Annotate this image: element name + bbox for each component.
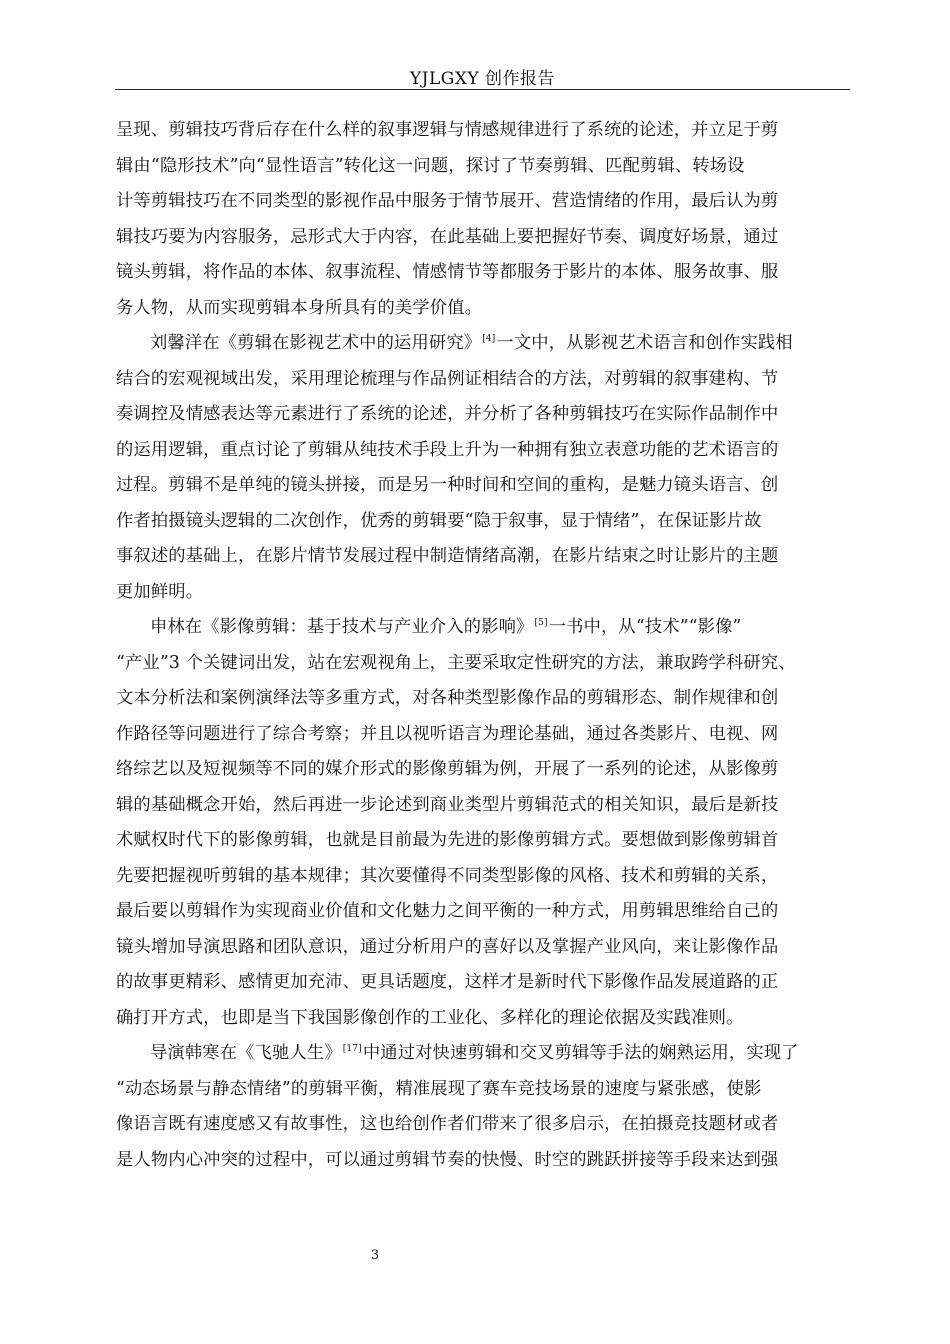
document-body	[116, 113, 856, 1178]
line-text: 刘馨洋在《剪辑在影视艺术中的运用研究》	[150, 333, 482, 353]
text-line: “产业”3 个关键词出发，站在宏观视角上，主要采取定性研究的方法，兼取跨学科研究、	[116, 652, 796, 673]
text-line: 务人物，从而实现剪辑本身所具有的美学价值。	[116, 297, 483, 318]
text-line: 作路径等问题进行了综合考察；并且以视听语言为理论基础，通过各类影片、电视、网	[116, 723, 779, 744]
text-line: 结合的宏观视域出发，采用理论梳理与作品例证相结合的方法，对剪辑的叙事建构、节	[116, 368, 779, 389]
text-line: 辑技巧要为内容服务，忌形式大于内容，在此基础上要把握好节奏、调度好场景，通过	[116, 226, 779, 247]
text-line: 奏调控及情感表达等元素进行了系统的论述，并分析了各种剪辑技巧在实际作品制作中	[116, 404, 779, 424]
text-line: 作者拍摄镜头逻辑的二次创作，优秀的剪辑要“隐于叙事，显于情绪”，在保证影片故	[116, 510, 762, 531]
text-line: 呈现、剪辑技巧背后存在什么样的叙事逻辑与情感规律进行了系统的论述，并立足于剪	[116, 120, 779, 140]
text-line	[116, 610, 856, 646]
text-line: 确打开方式，也即是当下我国影像创作的工业化、多样化的理论依据及实践准则。	[116, 1007, 744, 1028]
line-text: 一文中，从影视艺术语言和创作实践相	[496, 333, 793, 353]
paragraph	[116, 610, 856, 1036]
paragraph	[116, 113, 856, 326]
paragraph	[116, 1036, 856, 1178]
text-line	[116, 326, 856, 362]
citation-ref: [5]	[534, 618, 548, 628]
text-line: 过程。剪辑不是单纯的镜头拼接，而是另一种时间和空间的重构，是魅力镜头语言、创	[116, 475, 779, 495]
line-text: 导演韩寒在《飞驰人生》	[150, 1043, 342, 1063]
page-number: 3	[370, 1248, 380, 1263]
citation-ref: [4]	[482, 334, 496, 344]
text-line: 像语言既有速度感又有故事性，这也给创作者们带来了很多启示，在拍摄竞技题材或者	[116, 1114, 779, 1134]
text-line: 是人物内心冲突的过程中，可以通过剪辑节奏的快慢、时空的跳跃拼接等手段来达到强	[116, 1149, 779, 1170]
text-line: “动态场景与静态情绪”的剪辑平衡，精准展现了赛车竞技场景的速度与紧张感，使影	[116, 1078, 762, 1099]
text-line: 辑的基础概念开始，然后再进一步论述到商业类型片剪辑范式的相关知识，最后是新技	[116, 794, 779, 815]
text-line: 更加鲜明。	[116, 581, 204, 602]
text-line: 术赋权时代下的影像剪辑，也就是目前最为先进的影像剪辑方式。要想做到影像剪辑首	[116, 830, 779, 850]
text-line: 的运用逻辑，重点讨论了剪辑从纯技术手段上升为一种拥有独立表意功能的艺术语言的	[116, 439, 779, 460]
text-line: 镜头增加导演思路和团队意识，通过分析用户的喜好以及掌握产业风向，来让影像作品	[116, 936, 779, 957]
text-line: 最后要以剪辑作为实现商业价值和文化魅力之间平衡的一种方式，用剪辑思维给自己的	[116, 901, 779, 921]
text-line	[116, 1036, 856, 1072]
text-line: 事叙述的基础上，在影片情节发展过程中制造情绪高潮，在影片结束之时让影片的主题	[116, 546, 779, 566]
text-line: 先要把握视听剪辑的基本规律；其次要懂得不同类型影像的风格、技术和剪辑的关系，	[116, 865, 779, 886]
text-line: 的故事更精彩、感情更加充沛、更具话题度，这样才是新时代下影像作品发展道路的正	[116, 972, 779, 992]
line-text: 申林在《影像剪辑：基于技术与产业介入的影响》	[150, 617, 534, 637]
text-line: 镜头剪辑，将作品的本体、叙事流程、情感情节等都服务于影片的本体、服务故事、服	[116, 262, 779, 282]
line-text: 一书中，从“技术”“影像”	[548, 617, 742, 637]
text-line: 文本分析法和案例演绎法等多重方式，对各种类型影像作品的剪辑形态、制作规律和创	[116, 688, 779, 708]
header-rule	[115, 89, 850, 90]
text-line: 络综艺以及短视频等不同的媒介形式的影像剪辑为例，开展了一系列的论述，从影像剪	[116, 759, 779, 779]
line-text: 中通过对快速剪辑和交叉剪辑等手法的娴熟运用，实现了	[362, 1043, 799, 1063]
text-line: 辑由“隐形技术”向“显性语言”转化这一问题，探讨了节奏剪辑、匹配剪辑、转场设	[116, 155, 745, 176]
citation-ref: [17]	[342, 1044, 362, 1054]
paragraph	[116, 326, 856, 610]
text-line: 计等剪辑技巧在不同类型的影视作品中服务于情节展开、营造情绪的作用，最后认为剪	[116, 191, 779, 211]
page-header-title: YJLGXY 创作报告	[409, 69, 556, 89]
